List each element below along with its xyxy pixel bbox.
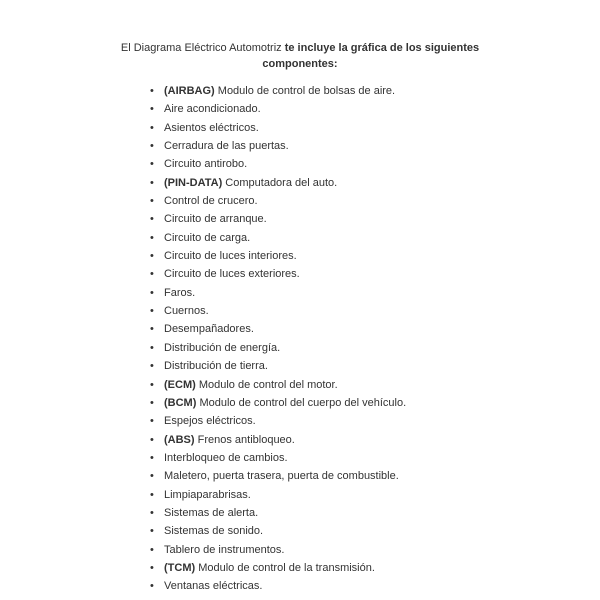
list-item-text: Modulo de control de bolsas de aire.: [214, 85, 396, 97]
list-item-text: Sistemas de sonido.: [164, 525, 264, 538]
list-item: [150, 210, 406, 228]
list-item-text: Frenos antibloqueo.: [194, 433, 295, 446]
bullet-icon: •: [150, 231, 154, 244]
list-item-acronym: (ECM): [164, 378, 196, 391]
bullet-icon: •: [150, 525, 154, 538]
bullet-icon: •: [150, 580, 154, 593]
list-item: [150, 541, 406, 559]
list-item: [150, 577, 406, 595]
bullet-icon: •: [150, 103, 154, 116]
list-item: [150, 467, 406, 485]
bullet-icon: •: [150, 305, 154, 318]
list-item: [150, 522, 406, 540]
bullet-icon: •: [150, 415, 154, 428]
list-item-text: Desempañadores.: [164, 323, 254, 336]
list-item: [150, 339, 406, 357]
bullet-icon: •: [150, 543, 154, 556]
list-item-text: Ventanas eléctricas.: [164, 580, 263, 593]
list-item-text: Espejos eléctricos.: [164, 415, 256, 428]
list-item-text: Circuito de luces interiores.: [164, 250, 297, 263]
bullet-icon: •: [150, 488, 154, 501]
list-item-text: Circuito de luces exteriores.: [164, 268, 300, 281]
list-item: [150, 376, 406, 394]
list-item-text: Sistemas de alerta.: [164, 506, 259, 519]
list-item-text: Interbloqueo de cambios.: [164, 451, 288, 464]
list-item: [150, 357, 406, 375]
list-item-text: Control de crucero.: [164, 195, 258, 208]
list-item: [150, 559, 406, 577]
bullet-icon: •: [150, 85, 154, 97]
bullet-icon: •: [150, 286, 154, 299]
bullet-icon: •: [150, 378, 154, 391]
list-item-text: Distribución de energía.: [164, 341, 281, 354]
bullet-icon: •: [150, 341, 154, 354]
bullet-icon: •: [150, 176, 154, 189]
bullet-icon: •: [150, 470, 154, 483]
list-item-text: Cuernos.: [164, 305, 209, 318]
list-item-acronym: (TCM): [164, 561, 196, 574]
intro-bold-text: te incluye la gráfica de los siguientes componentes:: [262, 42, 480, 70]
list-item: [150, 302, 406, 320]
bullet-icon: •: [150, 121, 154, 134]
bullet-icon: •: [150, 158, 154, 171]
list-item: [150, 229, 406, 247]
bullet-icon: •: [150, 561, 154, 574]
list-item-acronym: (AIRBAG): [164, 85, 215, 97]
list-item: [150, 119, 406, 137]
list-item-text: Modulo de control del cuerpo del vehículo.: [196, 396, 407, 409]
list-item: [150, 100, 406, 118]
list-item: [150, 320, 406, 338]
list-item: [150, 155, 406, 173]
list-item: [150, 137, 406, 155]
list-item: [150, 449, 406, 467]
intro-normal-text: El Diagrama Eléctrico Automotriz: [120, 42, 285, 54]
list-item-text: Circuito de arranque.: [164, 213, 267, 226]
list-item: [150, 247, 406, 265]
list-item-text: Tablero de instrumentos.: [164, 543, 285, 556]
list-item: [150, 486, 406, 504]
list-item-text: Circuito antirobo.: [164, 158, 248, 171]
list-item: [150, 412, 406, 430]
list-item-text: Circuito de carga.: [164, 231, 251, 244]
intro-paragraph: [100, 41, 500, 72]
list-item-text: Cerradura de las puertas.: [164, 140, 289, 153]
list-item-text: Aire acondicionado.: [164, 103, 261, 116]
list-item: [150, 192, 406, 210]
components-list: [150, 82, 406, 596]
list-item: [150, 431, 406, 449]
list-item-acronym: (ABS): [164, 433, 195, 446]
bullet-icon: •: [150, 451, 154, 464]
bullet-icon: •: [150, 140, 154, 153]
bullet-icon: •: [150, 506, 154, 519]
list-item-text: Asientos eléctricos.: [164, 121, 259, 134]
list-item-text: Modulo de control de la transmisión.: [195, 561, 375, 574]
list-item: [150, 394, 406, 412]
list-item-text: Maletero, puerta trasera, puerta de combustible.: [164, 470, 399, 483]
list-item: [150, 82, 406, 100]
bullet-icon: •: [150, 396, 154, 409]
list-item-text: Computadora del auto.: [222, 176, 338, 189]
list-item-text: Modulo de control del motor.: [195, 378, 338, 391]
bullet-icon: •: [150, 195, 154, 208]
list-item-acronym: (PIN-DATA): [164, 176, 223, 189]
list-item: [150, 284, 406, 302]
bullet-icon: •: [150, 268, 154, 281]
list-item-acronym: (BCM): [164, 396, 197, 409]
bullet-icon: •: [150, 323, 154, 336]
bullet-icon: •: [150, 250, 154, 263]
list-item: [150, 265, 406, 283]
list-item-text: Limpiaparabrisas.: [164, 488, 251, 501]
bullet-icon: •: [150, 213, 154, 226]
list-item-text: Faros.: [164, 286, 196, 299]
list-item: [150, 504, 406, 522]
list-item: [150, 174, 406, 192]
bullet-icon: •: [150, 433, 154, 446]
bullet-icon: •: [150, 360, 154, 373]
list-item-text: Distribución de tierra.: [164, 360, 268, 373]
